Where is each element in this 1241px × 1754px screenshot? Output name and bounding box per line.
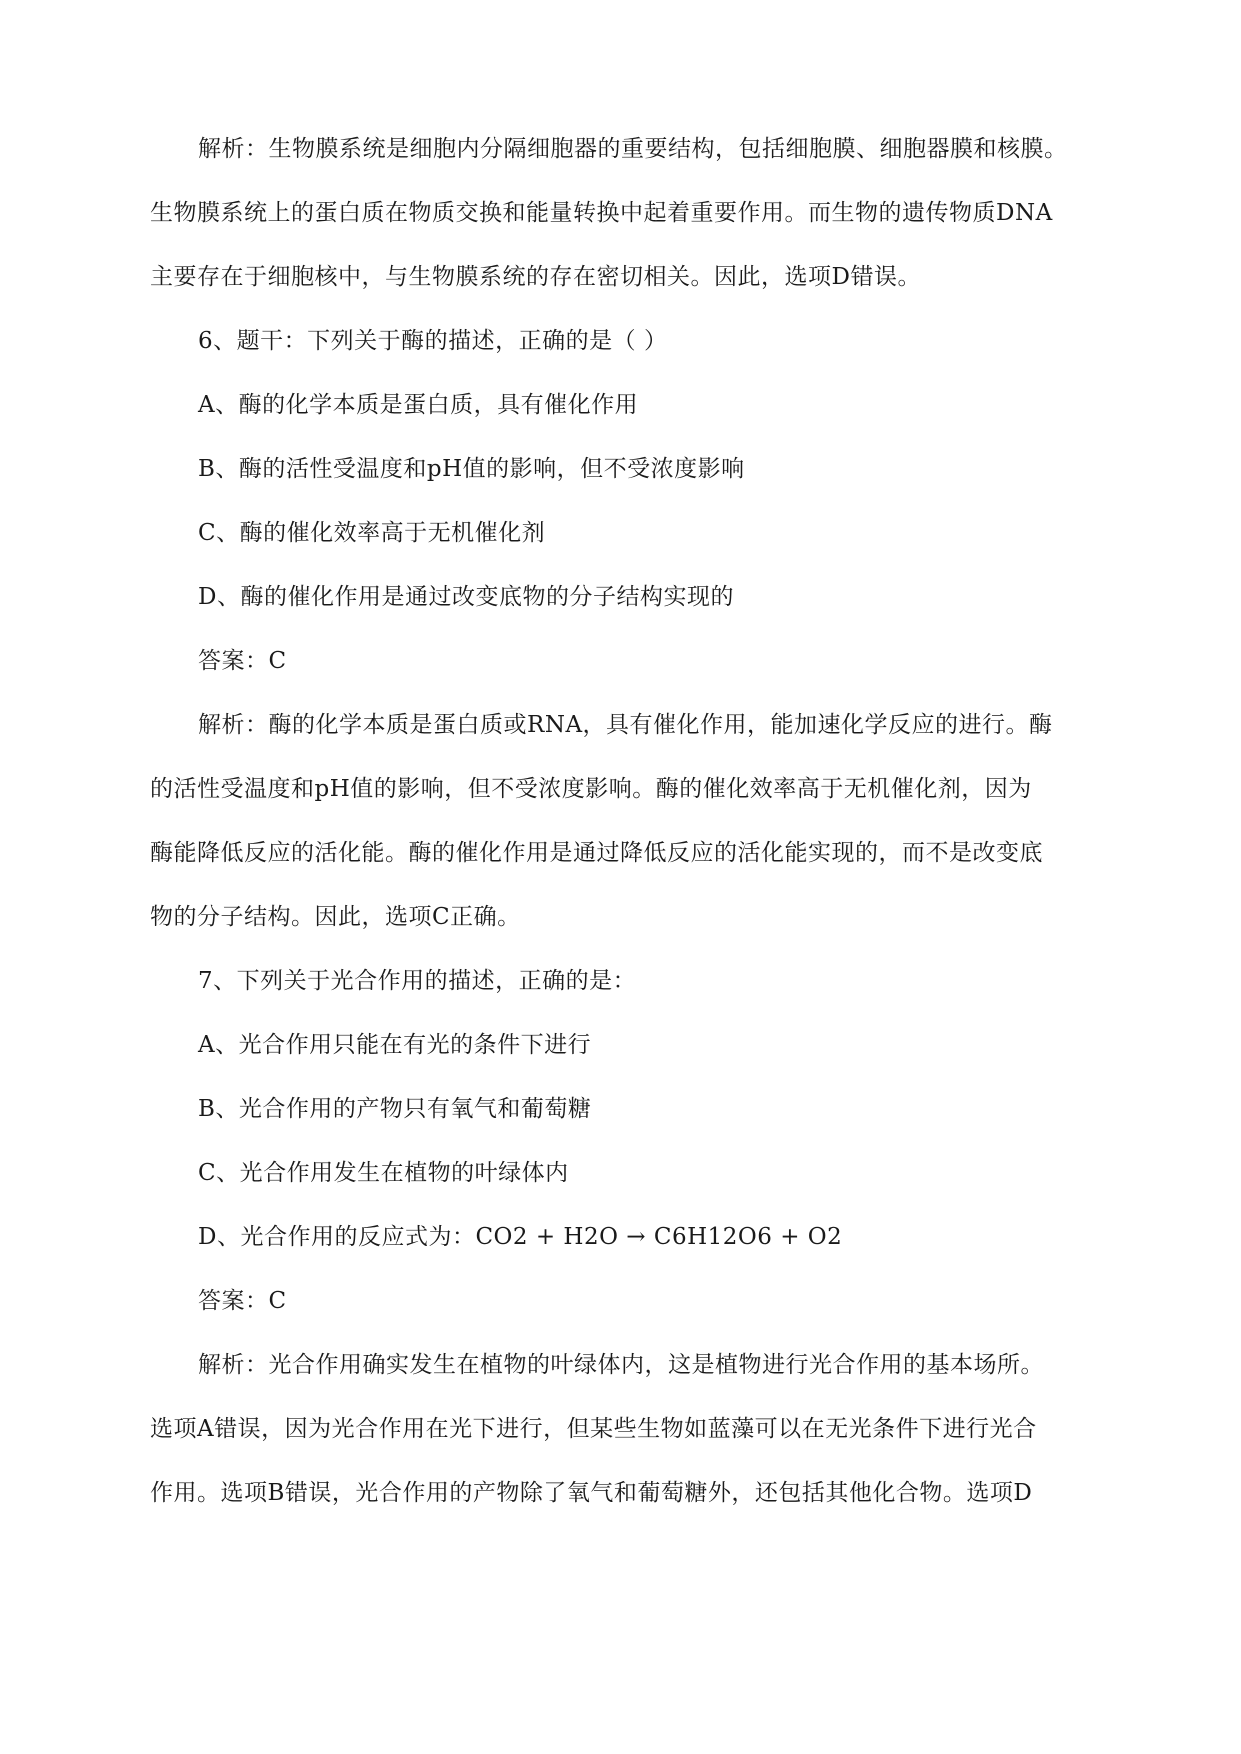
explanation-5-line-1: 解析：生物膜系统是细胞内分隔细胞器的重要结构，包括细胞膜、细胞器膜和核膜。: [198, 136, 1068, 162]
question-7-stem: 7、下列关于光合作用的描述，正确的是：: [198, 968, 637, 994]
question-7-option-a: A、光合作用只能在有光的条件下进行: [198, 1032, 592, 1058]
explanation-6-line-2: 的活性受温度和pH值的影响，但不受浓度影响。酶的催化效率高于无机催化剂，因为: [150, 776, 1032, 802]
question-6-option-b: B、酶的活性受温度和pH值的影响，但不受浓度影响: [198, 456, 745, 482]
question-6-stem: 6、题干：下列关于酶的描述，正确的是（ ）: [198, 328, 668, 354]
question-7-option-c: C、光合作用发生在植物的叶绿体内: [198, 1160, 569, 1186]
explanation-7-line-2: 选项A错误，因为光合作用在光下进行，但某些生物如蓝藻可以在无光条件下进行光合: [150, 1416, 1037, 1442]
explanation-6-line-1: 解析：酶的化学本质是蛋白质或RNA，具有催化作用，能加速化学反应的进行。酶: [198, 712, 1053, 738]
question-7-answer: 答案：C: [198, 1288, 287, 1314]
explanation-7-line-1: 解析：光合作用确实发生在植物的叶绿体内，这是植物进行光合作用的基本场所。: [198, 1352, 1044, 1378]
explanation-6-line-3: 酶能降低反应的活化能。酶的催化作用是通过降低反应的活化能实现的，而不是改变底: [150, 840, 1043, 866]
explanation-6-line-4: 物的分子结构。因此，选项C正确。: [150, 904, 521, 930]
question-6-option-c: C、酶的催化效率高于无机催化剂: [198, 520, 546, 546]
explanation-5-line-3: 主要存在于细胞核中，与生物膜系统的存在密切相关。因此，选项D错误。: [150, 264, 921, 290]
question-7-option-d: D、光合作用的反应式为：CO2 + H2O → C6H12O6 + O2: [198, 1224, 843, 1250]
question-6-option-d: D、酶的催化作用是通过改变底物的分子结构实现的: [198, 584, 734, 610]
explanation-5-line-2: 生物膜系统上的蛋白质在物质交换和能量转换中起着重要作用。而生物的遗传物质DNA: [150, 200, 1053, 226]
explanation-7-line-3: 作用。选项B错误，光合作用的产物除了氧气和葡萄糖外，还包括其他化合物。选项D: [150, 1480, 1033, 1506]
question-6-answer: 答案：C: [198, 648, 287, 674]
question-7-option-b: B、光合作用的产物只有氧气和葡萄糖: [198, 1096, 592, 1122]
question-6-option-a: A、酶的化学本质是蛋白质，具有催化作用: [198, 392, 639, 418]
